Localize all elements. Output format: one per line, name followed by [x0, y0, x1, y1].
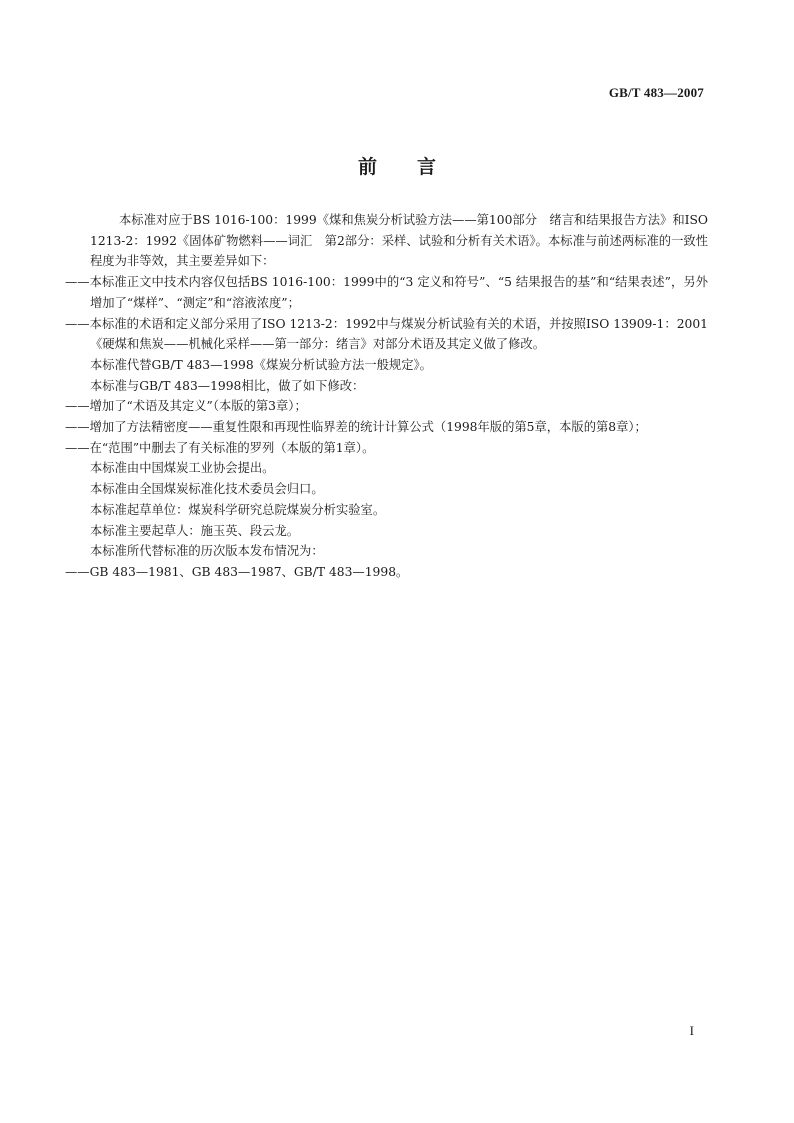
intro-paragraph: 本标准对应于BS 1016-100：1999《煤和焦炭分析试验方法——第100部分 绪言和结果报告方法》和ISO 1213-2：1992《固体矿物燃料——词汇 第2部分：采样、试验和分析有关术语》。本标准与前述两标准的一致性程度为非等效，其主要差异如下：: [90, 213, 708, 269]
change-item-3: ——在“范围”中删去了有关标准的罗列（本版的第1章）。: [65, 440, 375, 455]
foreword-body: [65, 210, 708, 583]
page-number: I: [689, 1023, 694, 1038]
changes-statement: 本标准与GB/T 483—1998相比，做了如下修改：: [90, 378, 365, 393]
drafters-statement: 本标准主要起草人：施玉英、段云龙。: [90, 523, 300, 538]
difference-item-1: ——本标准正文中技术内容仅包括BS 1016-100：1999中的“3 定义和符号”、“5 结果报告的基”和“结果表述”，另外增加了“煤样”、“测定”和“溶液浓度”；: [65, 275, 708, 310]
change-item-1: ——增加了“术语及其定义”（本版的第3章）；: [65, 399, 307, 414]
drafting-unit-statement: 本标准起草单位：煤炭科学研究总院煤炭分析实验室。: [90, 502, 386, 517]
replaces-statement: 本标准代替GB/T 483—1998《煤炭分析试验方法一般规定》。: [90, 357, 432, 372]
standard-number: GB/T 483—2007: [608, 85, 704, 100]
history-item: ——GB 483—1981、GB 483—1987、GB/T 483—1998。: [65, 564, 409, 579]
history-statement: 本标准所代替标准的历次版本发布情况为：: [90, 544, 324, 559]
committee-statement: 本标准由全国煤炭标准化技术委员会归口。: [90, 482, 324, 497]
proposer-statement: 本标准由中国煤炭工业协会提出。: [90, 461, 275, 476]
difference-item-2: ——本标准的术语和定义部分采用了ISO 1213-2：1992中与煤炭分析试验有关的术语，并按照ISO 13909-1：2001《硬煤和焦炭——机械化采样——第一部分：绪言》对部分术语及其定义做了修改。: [65, 316, 708, 352]
change-item-2: ——增加了方法精密度——重复性限和再现性临界差的统计计算公式（1998年版的第5章，本版的第8章）；: [65, 420, 647, 435]
page-title: 前言: [357, 156, 476, 178]
